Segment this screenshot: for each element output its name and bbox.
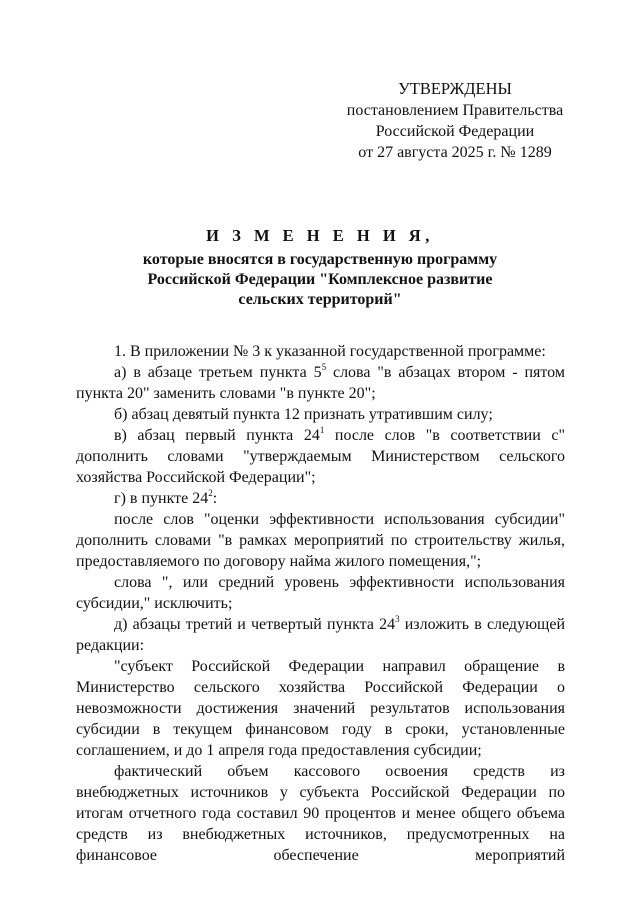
document-title: И З М Е Н Е Н И Я, — [206, 226, 434, 245]
paragraph-4-text-b: после слов "в соответствии с" дополнить словами "утверждаемым Министерством сельского хозяйства Российской Федерации"; — [76, 427, 565, 486]
paragraph-6: после слов "оценки эффективности использования субсидии" дополнить словами "в рамках мероприятий по строительству жилья, предоставляемого по договору найма жилого помещения,"; — [76, 511, 565, 570]
approval-line-1: постановлением Правительства — [346, 102, 564, 119]
subtitle-line-1: которые вносятся в государственную программу — [142, 251, 498, 268]
paragraph-5 — [76, 488, 565, 509]
paragraph-8 — [76, 614, 565, 656]
paragraph-2-text-b: слова "в абзацах втором - пятом пункта 20" заменить словами "в пункте 20"; — [76, 364, 566, 402]
paragraph-8-superscript: 3 — [395, 613, 400, 624]
approval-heading: УТВЕРЖДЕНЫ — [398, 79, 512, 98]
subtitle-line-3: сельских территорий" — [238, 291, 402, 308]
paragraph-9: "субъект Российской Федерации направил обращение в Министерство сельского хозяйства Российской Федерации о невозможности достижения значений результатов использования субсидии в текущем финансовом году в сроки, установленные соглашением, и до 1 апреля года предоставления субсидии; — [76, 658, 565, 759]
paragraph-4-superscript: 1 — [319, 424, 325, 435]
paragraph-8-text-a: д) абзацы третий и четвертый пункта 24 — [114, 616, 396, 633]
paragraph-5-text-a: г) в пункте 24 — [114, 490, 209, 507]
paragraph-4 — [76, 425, 565, 488]
paragraph-8-text-b: изложить в следующей редакции: — [76, 616, 566, 654]
paragraph-5-superscript: 2 — [208, 487, 213, 498]
document-body — [76, 341, 565, 866]
paragraph-5-text-b: : — [212, 490, 218, 507]
paragraph-7: слова ", или средний уровень эффективности использования субсидии," исключить; — [76, 574, 565, 612]
approval-line-2: Российской Федерации — [375, 123, 535, 140]
paragraph-2 — [76, 362, 565, 404]
document-subtitle — [110, 250, 530, 310]
paragraph-1: 1. В приложении № 3 к указанной государственной программе: — [114, 343, 546, 360]
paragraph-2-text-a: а) в абзаце третьем пункта 5 — [114, 364, 322, 381]
subtitle-line-2: Российской Федерации "Комплексное развитие — [147, 271, 493, 288]
paragraph-4-text-a: в) абзац первый пункта 24 — [114, 427, 320, 444]
paragraph-2-superscript: 5 — [321, 361, 327, 372]
approval-line-3: от 27 августа 2025 г. № 1289 — [358, 144, 552, 161]
approval-stamp — [330, 78, 580, 163]
paragraph-10: фактический объем кассового освоения средств из внебюджетных источников у субъекта Российской Федерации по итогам отчетного года составил 90 процентов и менее общего объема средств из внебюджетных источников, предусмотренных на финансовое обеспечение мероприятий — [76, 763, 565, 864]
paragraph-3: б) абзац девятый пункта 12 признать утратившим силу; — [114, 406, 493, 423]
